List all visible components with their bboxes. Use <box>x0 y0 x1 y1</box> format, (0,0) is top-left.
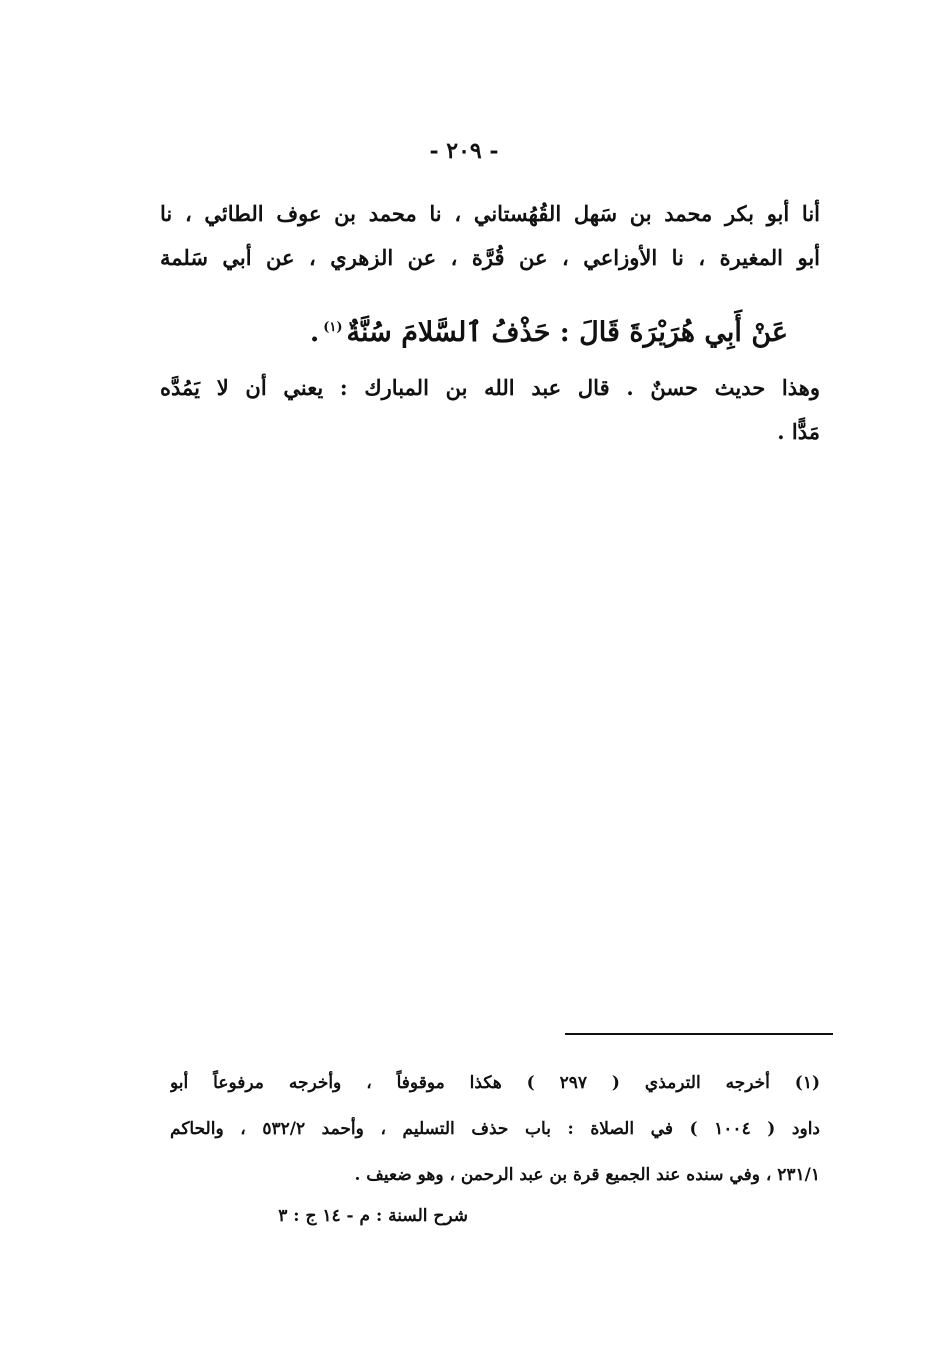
isnad-paragraph <box>160 192 820 280</box>
footnotes <box>170 1060 820 1198</box>
hadith-text <box>228 300 788 361</box>
hadith-matn: عَنْ أَبِي هُرَيْرَةَ قَالَ : حَذْفُ ٱلسَّلامَ سُنَّةٌ <box>346 317 788 348</box>
isnad-line-1: أنا أبو بكر محمد بن سَهل القُهُستاني ، نا محمد بن عوف الطائي ، نا <box>160 201 820 226</box>
page-number: - ٢٠٩ - <box>429 138 499 164</box>
footnote-line-3: ٢٣١/١ ، وفي سنده عند الجميع قرة بن عبد الرحمن ، وهو ضعيف . <box>354 1165 820 1185</box>
footnote-line-1: (١) أخرجه الترمذي ( ٢٩٧ ) هكذا موقوفاً ، وأخرجه مرفوعاً أبو <box>170 1073 820 1093</box>
commentary-line-1: وهذا حديث حسنٌ . قال عبد الله بن المبارك : يعني أن لا يَمُدَّه <box>160 375 820 400</box>
commentary-paragraph <box>160 366 820 454</box>
isnad-line-2: أبو المغيرة ، نا الأوزاعي ، عن قُرَّة ، عن الزهري ، عن أبي سَلمة <box>160 245 820 270</box>
footnote-divider <box>565 1033 833 1035</box>
footnote-line-2: داود ( ١٠٠٤ ) في الصلاة : باب حذف التسليم ، وأحمد ٥٣٢/٢ ، والحاكم <box>170 1119 820 1139</box>
footnote-reference: (١) <box>323 320 343 335</box>
hadith-end-mark: . <box>309 317 320 348</box>
commentary-line-2: مَدًّا . <box>777 419 820 444</box>
signature-mark: شرح السنة : م - ١٤ ج : ٣ <box>278 1206 468 1226</box>
